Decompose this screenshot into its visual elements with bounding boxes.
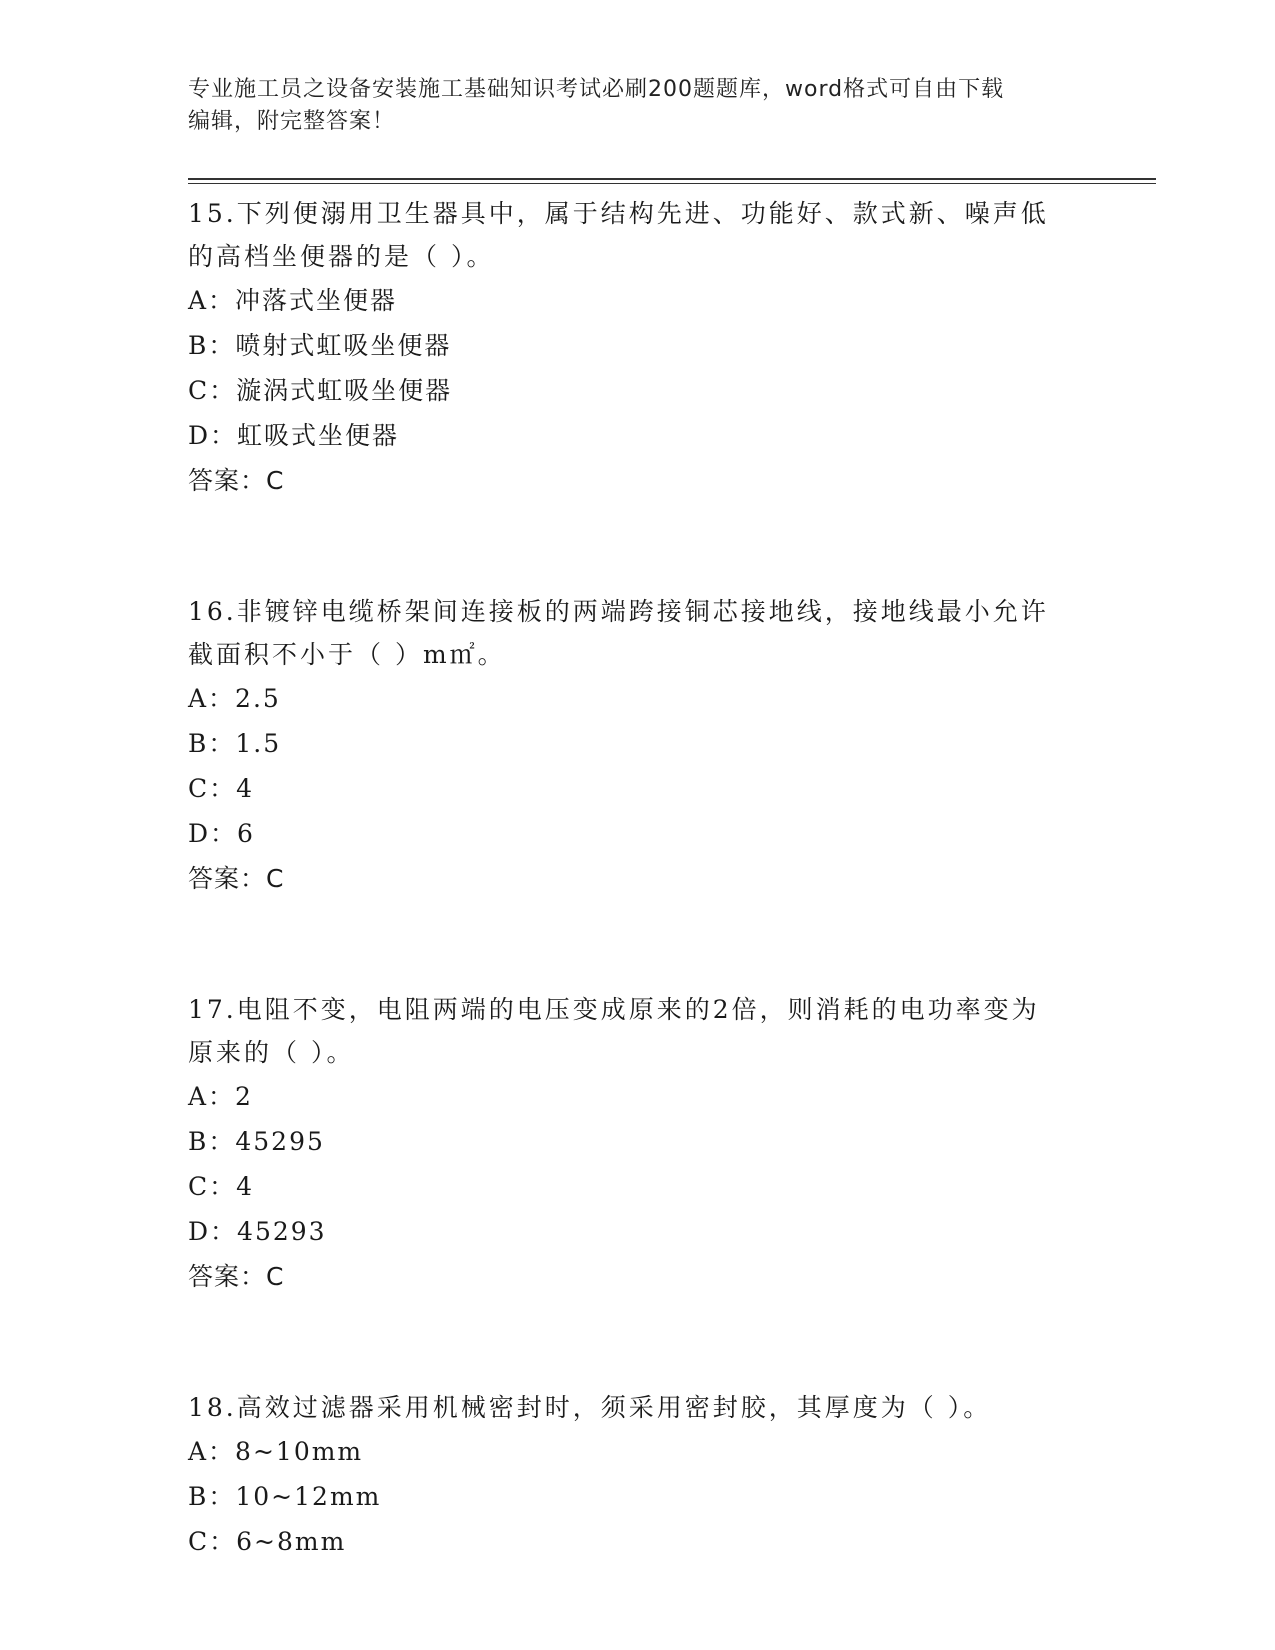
question-spacer <box>188 503 1108 590</box>
header-divider-thick <box>188 178 1156 180</box>
option-a: A：冲落式坐便器 <box>188 286 398 315</box>
answer-line: 答案：C <box>188 1262 285 1291</box>
answer-line: 答案：C <box>188 864 285 893</box>
question-list <box>188 192 1108 1564</box>
option-c: C：4 <box>188 1172 255 1201</box>
option-a: A：8~10mm <box>188 1437 364 1466</box>
option-b: B：喷射式虹吸坐便器 <box>188 331 452 360</box>
option-d: D：6 <box>188 819 255 848</box>
option-c: C：4 <box>188 774 255 803</box>
option-c: C：漩涡式虹吸坐便器 <box>188 376 453 405</box>
option-d: D：45293 <box>188 1217 327 1246</box>
question-stem-line: 16.非镀锌电缆桥架间连接板的两端跨接铜芯接地线，接地线最小允许 <box>188 597 1049 626</box>
question-spacer <box>188 901 1108 988</box>
header-divider-thin <box>188 183 1156 184</box>
question-18 <box>188 1386 1108 1564</box>
option-c: C：6~8mm <box>188 1527 347 1556</box>
question-stem-line: 原来的（ ）。 <box>188 1038 355 1067</box>
question-stem-line: 18.高效过滤器采用机械密封时，须采用密封胶，其厚度为（ ）。 <box>188 1393 992 1422</box>
question-16 <box>188 590 1108 901</box>
option-a: A：2.5 <box>188 684 281 713</box>
question-17 <box>188 988 1108 1299</box>
option-a: A：2 <box>188 1082 253 1111</box>
option-b: B：10~12mm <box>188 1482 382 1511</box>
option-b: B：1.5 <box>188 729 282 758</box>
header-line-2: 编辑，附完整答案！ <box>188 109 396 134</box>
question-stem-line: 15.下列便溺用卫生器具中，属于结构先进、功能好、款式新、噪声低 <box>188 199 1049 228</box>
question-15 <box>188 192 1108 503</box>
option-b: B：45295 <box>188 1127 325 1156</box>
header-line-1: 专业施工员之设备安装施工基础知识考试必刷200题题库，word格式可自由下载 <box>188 77 1005 102</box>
option-d: D：虹吸式坐便器 <box>188 421 400 450</box>
answer-line: 答案：C <box>188 466 285 495</box>
document-header <box>188 74 1088 138</box>
question-stem-line: 17.电阻不变，电阻两端的电压变成原来的2倍，则消耗的电功率变为 <box>188 995 1040 1024</box>
question-stem-line: 的高档坐便器的是（ ）。 <box>188 242 495 271</box>
question-stem-line: 截面积不小于（ ）m㎡。 <box>188 640 506 669</box>
question-spacer <box>188 1299 1108 1386</box>
